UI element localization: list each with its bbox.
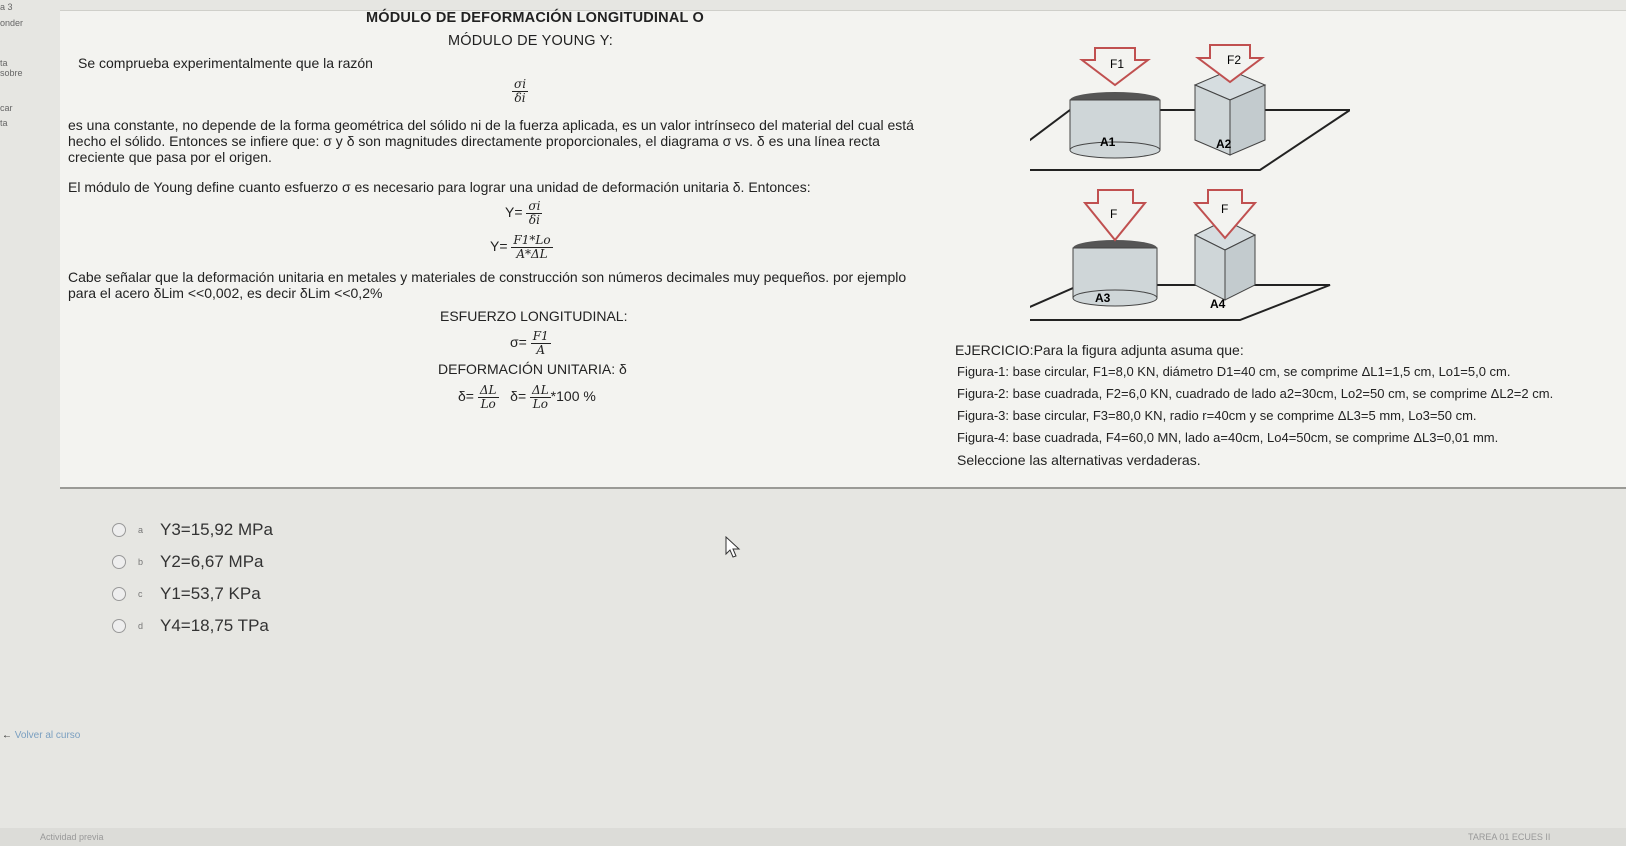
option-checkbox[interactable] (112, 523, 126, 537)
option-a[interactable] (112, 520, 273, 540)
paragraph-2-line: hecho el sólido. Entonces se infiere que: σ y δ son magnitudes directamente proporcionales, el diagrama σ vs. δ es una línea recta (68, 133, 880, 149)
frac-num: F1 (532, 329, 549, 343)
label-f1: F1 (1110, 57, 1125, 71)
cylinder-base-2 (1073, 290, 1157, 306)
option-text: Y2=6,67 MPa (160, 552, 264, 571)
frac-num: σi (514, 77, 527, 91)
formula-label: δ= (458, 388, 474, 405)
option-text: Y3=15,92 MPa (160, 520, 273, 539)
mouse-cursor-icon (725, 536, 741, 558)
option-text: Y4=18,75 TPa (160, 616, 269, 635)
sidebar-item[interactable]: car (0, 103, 13, 113)
option-checkbox[interactable] (112, 619, 126, 633)
frac-den: Lo (480, 397, 496, 411)
option-checkbox[interactable] (112, 555, 126, 569)
label-f2: F2 (1227, 53, 1242, 67)
sidebar-item[interactable]: ta (0, 118, 8, 128)
percent-suffix: *100 % (550, 388, 596, 405)
paragraph-2 (68, 117, 1028, 165)
deformacion-title: DEFORMACIÓN UNITARIA: δ (438, 361, 627, 377)
option-letter: a (138, 525, 144, 535)
sidebar-item[interactable]: ta (0, 58, 8, 68)
label-f3: F (1110, 207, 1118, 221)
back-to-course-link[interactable]: Volver al curso (14, 730, 81, 741)
figures-diagram (1030, 30, 1350, 330)
sidebar-item[interactable]: onder (0, 18, 24, 28)
left-sidebar (0, 0, 60, 846)
paragraph-4 (68, 269, 1028, 301)
page-title: MÓDULO DE DEFORMACIÓN LONGITUDINAL O (366, 10, 705, 26)
young-formula-2 (490, 234, 553, 261)
exercise-title: EJERCICIO:Para la figura adjunta asuma que: (955, 342, 1244, 358)
formula-label: δ= (510, 388, 527, 405)
frac-den: δi (514, 91, 526, 105)
sigma-formula (510, 330, 551, 357)
ratio-formula (512, 78, 528, 105)
option-c[interactable] (112, 584, 261, 604)
option-b[interactable] (112, 552, 264, 572)
frac-num: σi (528, 199, 541, 213)
exercise-fig2: Figura-2: base cuadrada, F2=6,0 KN, cuadrado de lado a2=30cm, Lo2=50 cm, se comprime ΔL2=2 cm. (957, 386, 1554, 401)
frac-den: A*ΔL (516, 247, 548, 261)
paragraph-4-line: Cabe señalar que la deformación unitaria en metales y materiales de construcción son números decimales muy pequeños. por ejemplo (68, 269, 907, 285)
option-checkbox[interactable] (112, 587, 126, 601)
young-formula-1 (505, 200, 542, 227)
prev-activity[interactable]: Actividad previa (40, 832, 104, 842)
delta-formula (458, 384, 596, 411)
sidebar-item[interactable]: sobre (0, 68, 23, 78)
next-activity[interactable]: TAREA 01 ECUES II (1468, 832, 1551, 842)
page-subtitle: MÓDULO DE YOUNG Y: (448, 33, 614, 49)
esfuerzo-title: ESFUERZO LONGITUDINAL: (440, 308, 628, 324)
label-a3: A3 (1095, 291, 1111, 305)
label-a4: A4 (1210, 297, 1226, 311)
option-letter: b (138, 557, 144, 567)
formula-label: Y= (490, 238, 508, 255)
sidebar-top: a 3 (0, 2, 13, 12)
frac-num: ΔL (479, 383, 497, 397)
label-a2: A2 (1216, 137, 1232, 151)
formula-label: σ= (510, 334, 527, 351)
paragraph-2-line: es una constante, no depende de la forma geométrica del sólido ni de la fuerza aplicada, es un valor intrínseco del material del cual está (68, 117, 914, 133)
paragraph-1: Se comprueba experimentalmente que la razón (78, 55, 373, 71)
paragraph-2-line: creciente que pasa por el origen. (68, 149, 272, 165)
back-link[interactable]: ← Volver al curso (2, 730, 81, 741)
frac-den: Lo (532, 397, 548, 411)
option-letter: c (138, 589, 143, 599)
frac-den: δi (528, 213, 540, 227)
frac-num: ΔL (532, 383, 549, 397)
paragraph-3: El módulo de Young define cuanto esfuerzo σ es necesario para lograr una unidad de deformación unitaria δ. Entonces: (68, 179, 811, 195)
option-text: Y1=53,7 KPa (160, 584, 261, 603)
exercise-fig3: Figura-3: base circular, F3=80,0 KN, radio r=40cm y se comprime ΔL3=5 mm, Lo3=50 cm. (957, 408, 1477, 423)
paragraph-4-line: para el acero δLim <<0,002, es decir δLim <<0,2% (68, 285, 383, 301)
frac-den: A (536, 343, 546, 357)
bottom-nav (0, 828, 1626, 846)
frac-num: F1*Lo (513, 233, 551, 247)
label-a1: A1 (1100, 135, 1116, 149)
exercise-fig4: Figura-4: base cuadrada, F4=60,0 MN, lado a=40cm, Lo4=50cm, se comprime ΔL3=0,01 mm. (957, 430, 1499, 445)
option-letter: d (138, 621, 144, 631)
label-f4: F (1221, 202, 1229, 216)
exercise-instruction: Seleccione las alternativas verdaderas. (957, 452, 1201, 468)
option-d[interactable] (112, 616, 269, 636)
formula-label: Y= (505, 204, 523, 221)
exercise-fig1: Figura-1: base circular, F1=8,0 KN, diámetro D1=40 cm, se comprime ΔL1=1,5 cm, Lo1=5,0 cm. (957, 364, 1511, 379)
